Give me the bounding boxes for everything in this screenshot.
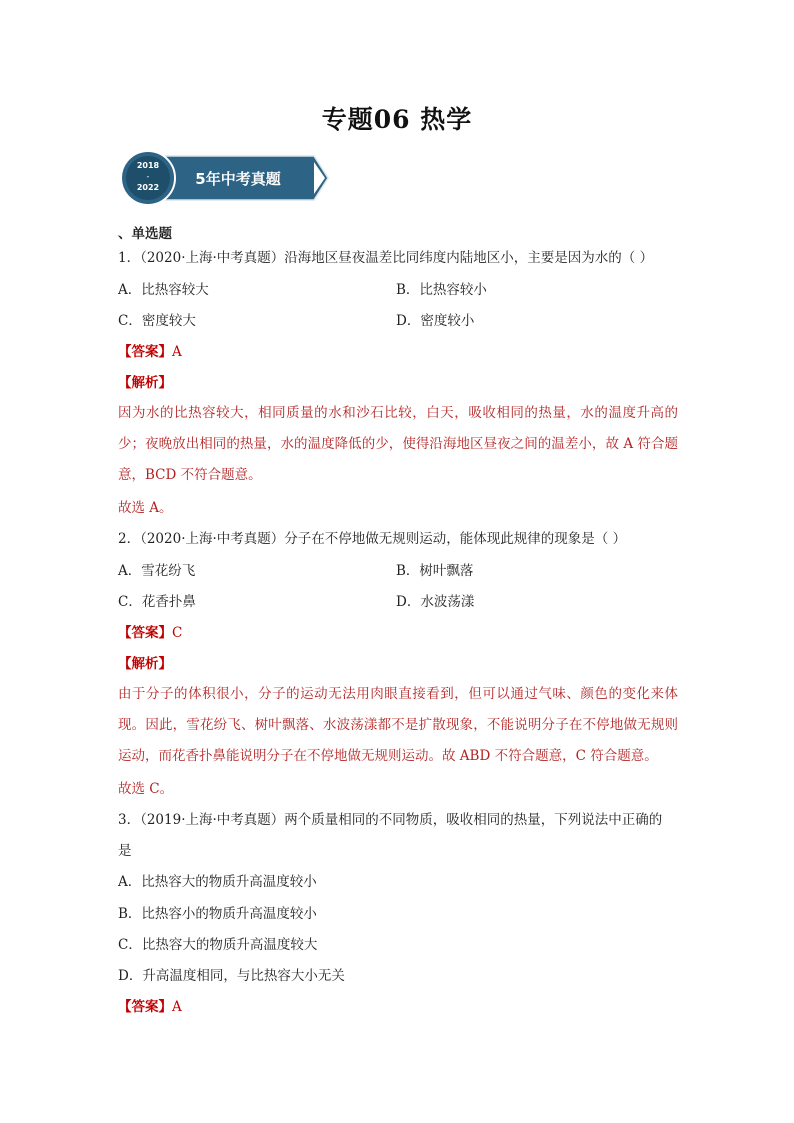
- question-1-option-b: B．比热容较小: [396, 282, 487, 298]
- question-3-answer: [118, 997, 182, 1017]
- question-2-option-c: C．花香扑鼻: [118, 594, 196, 610]
- question-2-analysis-label: 【解析】: [118, 656, 172, 672]
- question-2-stem: 2．（2020·上海·中考真题）分子在不停地做无规则运动，能体现此规律的现象是（ ）: [118, 531, 627, 547]
- answer-value: C: [172, 625, 183, 641]
- banner-year-top: 2018: [136, 161, 160, 170]
- answer-value: A: [172, 344, 182, 360]
- question-1-analysis-label: 【解析】: [118, 375, 172, 391]
- banner-year-sep: -: [146, 172, 150, 181]
- question-1-option-c: C．密度较大: [118, 313, 196, 329]
- answer-value: A: [172, 999, 182, 1015]
- question-1-option-d: D．密度较小: [396, 313, 475, 329]
- banner-badge: [118, 150, 330, 206]
- question-2-analysis: 由于分子的体积很小，分子的运动无法用肉眼直接看到，但可以通过气味、颜色的变化来体现。因此，雪花纷飞、树叶飘落、水波荡漾都不是扩散现象，不能说明分子在不停地做无规则运动，而花香扑鼻能说明分子在不停地做无规则运动。故 ABD 不符合题意，C 符合题意。: [118, 686, 678, 764]
- question-2-option-a: A．雪花纷飞: [118, 563, 196, 579]
- question-1-analysis: 因为水的比热容较大，相同质量的水和沙石比较，白天，吸收相同的热量，水的温度升高的少；夜晚放出相同的热量，水的温度降低的少，使得沿海地区昼夜之间的温差小，故 A 符合题意，BCD 不符合题意。: [118, 405, 678, 483]
- question-1-answer: [118, 342, 182, 362]
- banner-label: 5年中考真题: [195, 170, 281, 188]
- question-2-conclusion: 故选 C。: [118, 781, 174, 797]
- question-3-option-a: A．比热容大的物质升高温度较小: [118, 874, 317, 890]
- answer-label: 【答案】: [118, 625, 172, 641]
- question-3-stem-line2: 是: [118, 843, 132, 859]
- question-1-conclusion: 故选 A。: [118, 500, 173, 516]
- answer-label: 【答案】: [118, 999, 172, 1015]
- question-1-stem: 1．（2020·上海·中考真题）沿海地区昼夜温差比同纬度内陆地区小，主要是因为水的（ ）: [118, 250, 654, 266]
- answer-label: 【答案】: [118, 344, 172, 360]
- question-2-option-d: D．水波荡漾: [396, 594, 475, 610]
- question-2-answer: [118, 623, 182, 643]
- document-title: 专题06 热学: [321, 105, 473, 134]
- banner-year-bottom: 2022: [136, 183, 160, 192]
- question-3-option-c: C．比热容大的物质升高温度较大: [118, 937, 318, 953]
- question-2-option-b: B．树叶飘落: [396, 563, 474, 579]
- question-3-option-d: D．升高温度相同，与比热容大小无关: [118, 968, 345, 984]
- section-title: 、单选题: [118, 226, 172, 242]
- question-1-option-a: A．比热容较大: [118, 282, 209, 298]
- question-3-stem-line1: 3．（2019·上海·中考真题）两个质量相同的不同物质，吸收相同的热量，下列说法中正确的: [118, 812, 663, 828]
- question-3-option-b: B．比热容小的物质升高温度较小: [118, 906, 317, 922]
